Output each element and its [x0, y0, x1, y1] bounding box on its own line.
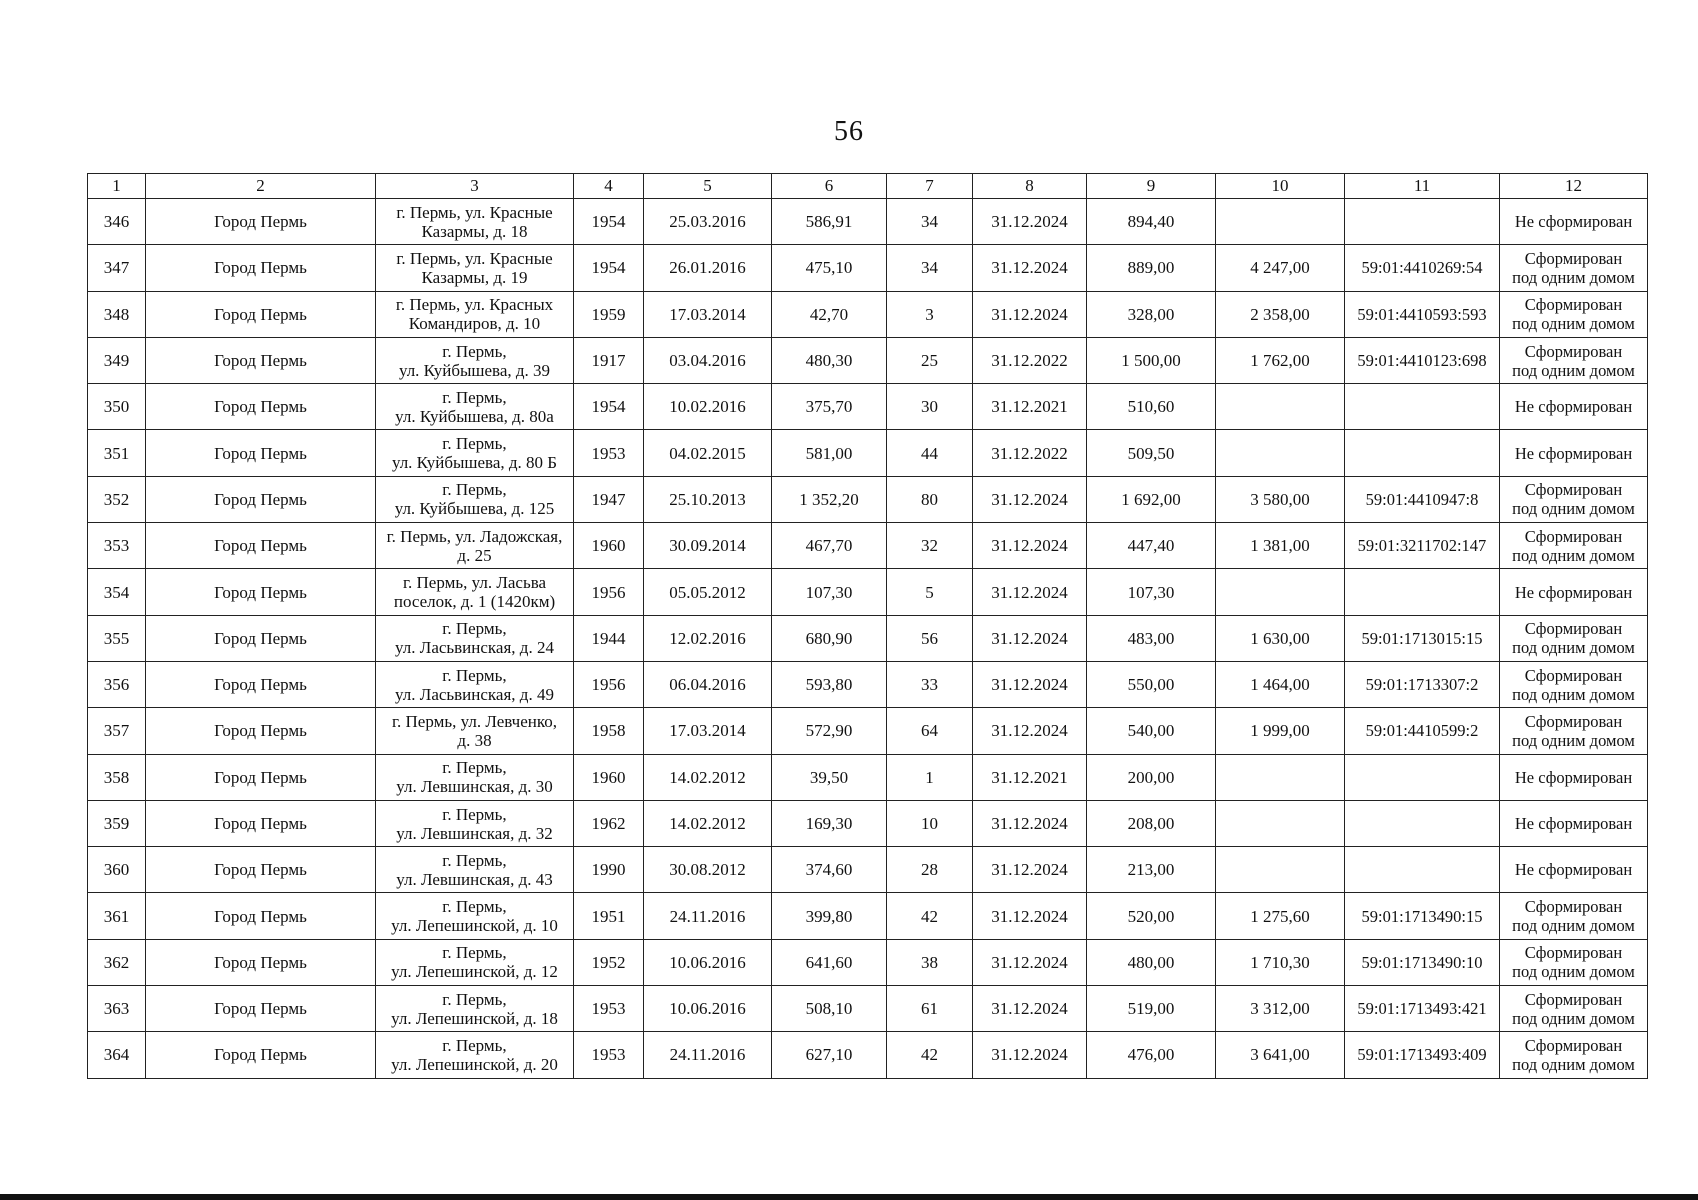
plot-area-cell [1216, 754, 1345, 800]
municipality-cell: Город Пермь [146, 245, 376, 291]
area-cell: 467,70 [772, 523, 887, 569]
residents-cell: 32 [887, 523, 973, 569]
table-row [88, 337, 1648, 383]
column-header: 12 [1500, 174, 1648, 199]
survey-date-cell: 06.04.2016 [644, 661, 772, 707]
row-number-cell: 364 [88, 1032, 146, 1078]
survey-date-cell: 25.03.2016 [644, 199, 772, 245]
survey-date-cell: 24.11.2016 [644, 1032, 772, 1078]
address-cell: г. Пермь, ул. Левшинская, д. 43 [376, 847, 574, 893]
column-header: 2 [146, 174, 376, 199]
municipality-cell: Город Пермь [146, 523, 376, 569]
row-number-cell: 348 [88, 291, 146, 337]
land-area-cell: 519,00 [1087, 986, 1216, 1032]
plot-area-cell: 1 710,30 [1216, 939, 1345, 985]
column-header: 11 [1345, 174, 1500, 199]
plot-area-cell [1216, 569, 1345, 615]
plot-area-cell [1216, 384, 1345, 430]
residents-cell: 34 [887, 199, 973, 245]
scan-edge [0, 1194, 1698, 1200]
row-number-cell: 360 [88, 847, 146, 893]
municipality-cell: Город Пермь [146, 893, 376, 939]
table-row [88, 893, 1648, 939]
relocation-deadline-cell: 31.12.2024 [973, 708, 1087, 754]
land-area-cell: 540,00 [1087, 708, 1216, 754]
survey-date-cell: 04.02.2015 [644, 430, 772, 476]
table-row [88, 847, 1648, 893]
table-row [88, 800, 1648, 846]
build-year-cell: 1959 [574, 291, 644, 337]
build-year-cell: 1953 [574, 986, 644, 1032]
build-year-cell: 1947 [574, 476, 644, 522]
survey-date-cell: 25.10.2013 [644, 476, 772, 522]
relocation-deadline-cell: 31.12.2024 [973, 615, 1087, 661]
plot-area-cell [1216, 430, 1345, 476]
plot-status-cell: Сформирован под одним домом [1500, 1032, 1648, 1078]
build-year-cell: 1960 [574, 523, 644, 569]
address-cell: г. Пермь, ул. Красные Казармы, д. 18 [376, 199, 574, 245]
plot-area-cell [1216, 800, 1345, 846]
address-cell: г. Пермь, ул. Ладожская, д. 25 [376, 523, 574, 569]
relocation-deadline-cell: 31.12.2024 [973, 893, 1087, 939]
column-header: 8 [973, 174, 1087, 199]
address-cell: г. Пермь, ул. Лепешинской, д. 10 [376, 893, 574, 939]
residents-cell: 33 [887, 661, 973, 707]
row-number-cell: 351 [88, 430, 146, 476]
row-number-cell: 354 [88, 569, 146, 615]
column-header: 5 [644, 174, 772, 199]
plot-status-cell: Сформирован под одним домом [1500, 893, 1648, 939]
survey-date-cell: 30.09.2014 [644, 523, 772, 569]
row-number-cell: 355 [88, 615, 146, 661]
relocation-deadline-cell: 31.12.2024 [973, 1032, 1087, 1078]
relocation-deadline-cell: 31.12.2022 [973, 337, 1087, 383]
plot-area-cell: 1 381,00 [1216, 523, 1345, 569]
plot-status-cell: Сформирован под одним домом [1500, 337, 1648, 383]
build-year-cell: 1956 [574, 569, 644, 615]
build-year-cell: 1951 [574, 893, 644, 939]
land-area-cell: 208,00 [1087, 800, 1216, 846]
address-cell: г. Пермь, ул. Лепешинской, д. 12 [376, 939, 574, 985]
land-area-cell: 480,00 [1087, 939, 1216, 985]
plot-status-cell: Не сформирован [1500, 800, 1648, 846]
row-number-cell: 363 [88, 986, 146, 1032]
plot-area-cell: 1 464,00 [1216, 661, 1345, 707]
relocation-deadline-cell: 31.12.2024 [973, 476, 1087, 522]
table-row [88, 708, 1648, 754]
plot-area-cell: 3 641,00 [1216, 1032, 1345, 1078]
table-row [88, 754, 1648, 800]
cadastral-number-cell: 59:01:4410599:2 [1345, 708, 1500, 754]
land-area-cell: 889,00 [1087, 245, 1216, 291]
survey-date-cell: 10.06.2016 [644, 939, 772, 985]
column-number-row [88, 174, 1648, 199]
address-cell: г. Пермь, ул. Куйбышева, д. 80а [376, 384, 574, 430]
survey-date-cell: 26.01.2016 [644, 245, 772, 291]
plot-status-cell: Сформирован под одним домом [1500, 245, 1648, 291]
row-number-cell: 357 [88, 708, 146, 754]
plot-status-cell: Не сформирован [1500, 430, 1648, 476]
residents-cell: 25 [887, 337, 973, 383]
row-number-cell: 361 [88, 893, 146, 939]
table-row [88, 291, 1648, 337]
address-cell: г. Пермь, ул. Куйбышева, д. 80 Б [376, 430, 574, 476]
plot-status-cell: Не сформирован [1500, 384, 1648, 430]
residents-cell: 30 [887, 384, 973, 430]
area-cell: 641,60 [772, 939, 887, 985]
address-cell: г. Пермь, ул. Ласьва поселок, д. 1 (1420км) [376, 569, 574, 615]
residents-cell: 34 [887, 245, 973, 291]
build-year-cell: 1954 [574, 199, 644, 245]
area-cell: 375,70 [772, 384, 887, 430]
row-number-cell: 350 [88, 384, 146, 430]
municipality-cell: Город Пермь [146, 754, 376, 800]
plot-area-cell: 1 762,00 [1216, 337, 1345, 383]
residents-cell: 5 [887, 569, 973, 615]
survey-date-cell: 14.02.2012 [644, 800, 772, 846]
plot-status-cell: Сформирован под одним домом [1500, 291, 1648, 337]
plot-status-cell: Не сформирован [1500, 847, 1648, 893]
residents-cell: 28 [887, 847, 973, 893]
area-cell: 42,70 [772, 291, 887, 337]
municipality-cell: Город Пермь [146, 708, 376, 754]
land-area-cell: 1 500,00 [1087, 337, 1216, 383]
residents-cell: 80 [887, 476, 973, 522]
build-year-cell: 1954 [574, 245, 644, 291]
plot-area-cell [1216, 199, 1345, 245]
cadastral-number-cell: 59:01:1713493:421 [1345, 986, 1500, 1032]
build-year-cell: 1953 [574, 1032, 644, 1078]
municipality-cell: Город Пермь [146, 337, 376, 383]
land-area-cell: 328,00 [1087, 291, 1216, 337]
area-cell: 399,80 [772, 893, 887, 939]
cadastral-number-cell: 59:01:1713490:15 [1345, 893, 1500, 939]
municipality-cell: Город Пермь [146, 615, 376, 661]
area-cell: 581,00 [772, 430, 887, 476]
municipality-cell: Город Пермь [146, 199, 376, 245]
plot-area-cell: 1 630,00 [1216, 615, 1345, 661]
municipality-cell: Город Пермь [146, 847, 376, 893]
area-cell: 586,91 [772, 199, 887, 245]
column-header: 6 [772, 174, 887, 199]
cadastral-number-cell [1345, 800, 1500, 846]
municipality-cell: Город Пермь [146, 986, 376, 1032]
table-row [88, 523, 1648, 569]
address-cell: г. Пермь, ул. Ласьвинская, д. 49 [376, 661, 574, 707]
land-area-cell: 520,00 [1087, 893, 1216, 939]
area-cell: 1 352,20 [772, 476, 887, 522]
plot-area-cell: 3 312,00 [1216, 986, 1345, 1032]
address-cell: г. Пермь, ул. Левченко, д. 38 [376, 708, 574, 754]
municipality-cell: Город Пермь [146, 430, 376, 476]
area-cell: 593,80 [772, 661, 887, 707]
relocation-deadline-cell: 31.12.2022 [973, 430, 1087, 476]
column-header: 1 [88, 174, 146, 199]
residents-cell: 42 [887, 893, 973, 939]
plot-status-cell: Сформирован под одним домом [1500, 523, 1648, 569]
relocation-deadline-cell: 31.12.2024 [973, 245, 1087, 291]
cadastral-number-cell [1345, 847, 1500, 893]
column-header: 3 [376, 174, 574, 199]
land-area-cell: 509,50 [1087, 430, 1216, 476]
survey-date-cell: 30.08.2012 [644, 847, 772, 893]
relocation-deadline-cell: 31.12.2024 [973, 199, 1087, 245]
land-area-cell: 1 692,00 [1087, 476, 1216, 522]
address-cell: г. Пермь, ул. Левшинская, д. 32 [376, 800, 574, 846]
cadastral-number-cell: 59:01:4410593:593 [1345, 291, 1500, 337]
relocation-deadline-cell: 31.12.2024 [973, 291, 1087, 337]
relocation-deadline-cell: 31.12.2024 [973, 523, 1087, 569]
plot-status-cell: Сформирован под одним домом [1500, 986, 1648, 1032]
row-number-cell: 353 [88, 523, 146, 569]
land-area-cell: 200,00 [1087, 754, 1216, 800]
row-number-cell: 346 [88, 199, 146, 245]
survey-date-cell: 24.11.2016 [644, 893, 772, 939]
build-year-cell: 1953 [574, 430, 644, 476]
cadastral-number-cell: 59:01:1713015:15 [1345, 615, 1500, 661]
row-number-cell: 358 [88, 754, 146, 800]
municipality-cell: Город Пермь [146, 1032, 376, 1078]
cadastral-number-cell: 59:01:1713493:409 [1345, 1032, 1500, 1078]
relocation-deadline-cell: 31.12.2024 [973, 569, 1087, 615]
relocation-deadline-cell: 31.12.2021 [973, 754, 1087, 800]
address-cell: г. Пермь, ул. Красные Казармы, д. 19 [376, 245, 574, 291]
plot-status-cell: Сформирован под одним домом [1500, 939, 1648, 985]
survey-date-cell: 17.03.2014 [644, 708, 772, 754]
table-row [88, 1032, 1648, 1078]
municipality-cell: Город Пермь [146, 800, 376, 846]
build-year-cell: 1956 [574, 661, 644, 707]
municipality-cell: Город Пермь [146, 661, 376, 707]
municipality-cell: Город Пермь [146, 569, 376, 615]
address-cell: г. Пермь, ул. Лепешинской, д. 20 [376, 1032, 574, 1078]
table-row [88, 661, 1648, 707]
residents-cell: 3 [887, 291, 973, 337]
survey-date-cell: 10.02.2016 [644, 384, 772, 430]
cadastral-number-cell [1345, 569, 1500, 615]
cadastral-number-cell: 59:01:4410123:698 [1345, 337, 1500, 383]
land-area-cell: 107,30 [1087, 569, 1216, 615]
column-header: 4 [574, 174, 644, 199]
column-header: 9 [1087, 174, 1216, 199]
area-cell: 680,90 [772, 615, 887, 661]
land-area-cell: 213,00 [1087, 847, 1216, 893]
column-header: 7 [887, 174, 973, 199]
relocation-deadline-cell: 31.12.2024 [973, 939, 1087, 985]
table-row [88, 569, 1648, 615]
address-cell: г. Пермь, ул. Куйбышева, д. 39 [376, 337, 574, 383]
area-cell: 480,30 [772, 337, 887, 383]
column-header: 10 [1216, 174, 1345, 199]
area-cell: 39,50 [772, 754, 887, 800]
residents-cell: 44 [887, 430, 973, 476]
address-cell: г. Пермь, ул. Ласьвинская, д. 24 [376, 615, 574, 661]
table-row [88, 384, 1648, 430]
land-area-cell: 550,00 [1087, 661, 1216, 707]
table-row [88, 245, 1648, 291]
address-cell: г. Пермь, ул. Лепешинской, д. 18 [376, 986, 574, 1032]
build-year-cell: 1958 [574, 708, 644, 754]
table-row [88, 199, 1648, 245]
area-cell: 169,30 [772, 800, 887, 846]
area-cell: 572,90 [772, 708, 887, 754]
row-number-cell: 362 [88, 939, 146, 985]
residents-cell: 1 [887, 754, 973, 800]
area-cell: 508,10 [772, 986, 887, 1032]
relocation-deadline-cell: 31.12.2024 [973, 986, 1087, 1032]
relocation-deadline-cell: 31.12.2024 [973, 847, 1087, 893]
residents-cell: 56 [887, 615, 973, 661]
cadastral-number-cell [1345, 754, 1500, 800]
plot-status-cell: Сформирован под одним домом [1500, 661, 1648, 707]
page-number: 56 [834, 116, 864, 147]
table-row [88, 476, 1648, 522]
cadastral-number-cell [1345, 384, 1500, 430]
survey-date-cell: 03.04.2016 [644, 337, 772, 383]
address-cell: г. Пермь, ул. Левшинская, д. 30 [376, 754, 574, 800]
housing-table [87, 173, 1648, 1079]
survey-date-cell: 10.06.2016 [644, 986, 772, 1032]
relocation-deadline-cell: 31.12.2021 [973, 384, 1087, 430]
build-year-cell: 1952 [574, 939, 644, 985]
relocation-deadline-cell: 31.12.2024 [973, 661, 1087, 707]
area-cell: 374,60 [772, 847, 887, 893]
build-year-cell: 1962 [574, 800, 644, 846]
table-row [88, 986, 1648, 1032]
build-year-cell: 1917 [574, 337, 644, 383]
plot-status-cell: Сформирован под одним домом [1500, 708, 1648, 754]
survey-date-cell: 17.03.2014 [644, 291, 772, 337]
row-number-cell: 349 [88, 337, 146, 383]
build-year-cell: 1944 [574, 615, 644, 661]
residents-cell: 61 [887, 986, 973, 1032]
plot-status-cell: Сформирован под одним домом [1500, 476, 1648, 522]
area-cell: 627,10 [772, 1032, 887, 1078]
cadastral-number-cell: 59:01:1713307:2 [1345, 661, 1500, 707]
cadastral-number-cell [1345, 199, 1500, 245]
build-year-cell: 1990 [574, 847, 644, 893]
plot-status-cell: Не сформирован [1500, 199, 1648, 245]
cadastral-number-cell [1345, 430, 1500, 476]
plot-status-cell: Сформирован под одним домом [1500, 615, 1648, 661]
survey-date-cell: 05.05.2012 [644, 569, 772, 615]
residents-cell: 42 [887, 1032, 973, 1078]
municipality-cell: Город Пермь [146, 939, 376, 985]
table-row [88, 615, 1648, 661]
plot-area-cell: 1 999,00 [1216, 708, 1345, 754]
land-area-cell: 447,40 [1087, 523, 1216, 569]
residents-cell: 38 [887, 939, 973, 985]
land-area-cell: 476,00 [1087, 1032, 1216, 1078]
plot-area-cell: 4 247,00 [1216, 245, 1345, 291]
survey-date-cell: 14.02.2012 [644, 754, 772, 800]
area-cell: 107,30 [772, 569, 887, 615]
plot-area-cell: 2 358,00 [1216, 291, 1345, 337]
plot-status-cell: Не сформирован [1500, 569, 1648, 615]
table-row [88, 939, 1648, 985]
row-number-cell: 356 [88, 661, 146, 707]
plot-area-cell: 1 275,60 [1216, 893, 1345, 939]
cadastral-number-cell: 59:01:4410947:8 [1345, 476, 1500, 522]
address-cell: г. Пермь, ул. Куйбышева, д. 125 [376, 476, 574, 522]
build-year-cell: 1954 [574, 384, 644, 430]
survey-date-cell: 12.02.2016 [644, 615, 772, 661]
land-area-cell: 894,40 [1087, 199, 1216, 245]
municipality-cell: Город Пермь [146, 384, 376, 430]
residents-cell: 64 [887, 708, 973, 754]
row-number-cell: 359 [88, 800, 146, 846]
build-year-cell: 1960 [574, 754, 644, 800]
land-area-cell: 510,60 [1087, 384, 1216, 430]
plot-area-cell [1216, 847, 1345, 893]
table-row [88, 430, 1648, 476]
address-cell: г. Пермь, ул. Красных Командиров, д. 10 [376, 291, 574, 337]
area-cell: 475,10 [772, 245, 887, 291]
row-number-cell: 352 [88, 476, 146, 522]
table-body [88, 199, 1648, 1079]
residents-cell: 10 [887, 800, 973, 846]
cadastral-number-cell: 59:01:4410269:54 [1345, 245, 1500, 291]
municipality-cell: Город Пермь [146, 291, 376, 337]
plot-area-cell: 3 580,00 [1216, 476, 1345, 522]
cadastral-number-cell: 59:01:3211702:147 [1345, 523, 1500, 569]
row-number-cell: 347 [88, 245, 146, 291]
relocation-deadline-cell: 31.12.2024 [973, 800, 1087, 846]
cadastral-number-cell: 59:01:1713490:10 [1345, 939, 1500, 985]
land-area-cell: 483,00 [1087, 615, 1216, 661]
plot-status-cell: Не сформирован [1500, 754, 1648, 800]
municipality-cell: Город Пермь [146, 476, 376, 522]
